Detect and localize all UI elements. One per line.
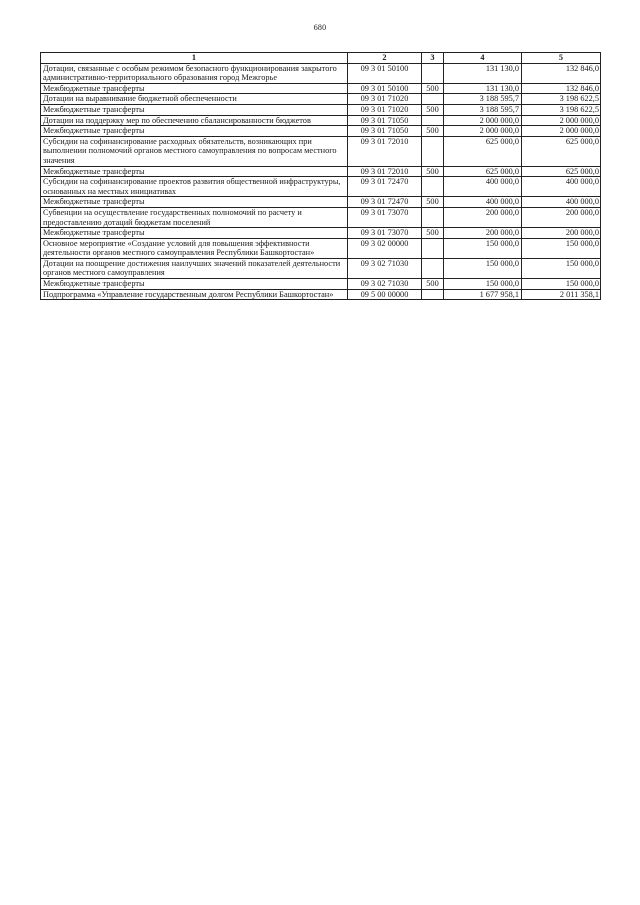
- cell-name: Дотации, связанные с особым режимом безопасного функционирования закрытого административно-территориального образования город Межгорье: [41, 63, 348, 83]
- cell-value-2: 132 846,0: [522, 83, 601, 94]
- cell-kind: [422, 94, 444, 105]
- cell-value-2: 2 011 358,1: [522, 289, 601, 300]
- cell-name: Субсидии на софинансирование расходных обязательств, возникающих при выполнении полномочий органов местного самоуправления по вопросам местного значения: [41, 136, 348, 166]
- cell-code: 09 3 01 72010: [348, 166, 422, 177]
- cell-kind: [422, 258, 444, 278]
- cell-code: 09 3 01 73070: [348, 228, 422, 239]
- cell-name: Подпрограмма «Управление государственным долгом Республики Башкортостан»: [41, 289, 348, 300]
- cell-kind: [422, 177, 444, 197]
- table-row: [41, 207, 601, 227]
- cell-value-1: 200 000,0: [444, 207, 522, 227]
- cell-value-1: 1 677 958,1: [444, 289, 522, 300]
- table-row: [41, 126, 601, 137]
- cell-kind: [422, 238, 444, 258]
- table-header-row: [41, 53, 601, 64]
- cell-code: 09 3 01 71020: [348, 104, 422, 115]
- table-row: [41, 197, 601, 208]
- cell-value-2: 625 000,0: [522, 166, 601, 177]
- table-row: [41, 289, 601, 300]
- cell-name: Дотации на поощрение достижения наилучших значений показателей деятельности органов местного самоуправления: [41, 258, 348, 278]
- cell-name: Межбюджетные трансферты: [41, 104, 348, 115]
- cell-name: Субвенции на осуществление государственных полномочий по расчету и предоставлению дотаций бюджетам поселений: [41, 207, 348, 227]
- cell-code: 09 3 01 50100: [348, 83, 422, 94]
- cell-code: 09 3 01 71050: [348, 126, 422, 137]
- cell-value-2: 625 000,0: [522, 136, 601, 166]
- cell-value-2: 3 198 622,5: [522, 104, 601, 115]
- cell-value-2: 150 000,0: [522, 258, 601, 278]
- cell-kind: [422, 136, 444, 166]
- table-row: [41, 115, 601, 126]
- cell-value-1: 625 000,0: [444, 136, 522, 166]
- cell-value-1: 400 000,0: [444, 177, 522, 197]
- cell-code: 09 5 00 00000: [348, 289, 422, 300]
- cell-kind: 500: [422, 166, 444, 177]
- table-row: [41, 258, 601, 278]
- column-header-code: 2: [348, 53, 422, 64]
- cell-kind: [422, 207, 444, 227]
- cell-name: Межбюджетные трансферты: [41, 228, 348, 239]
- cell-name: Межбюджетные трансферты: [41, 197, 348, 208]
- cell-value-2: 150 000,0: [522, 238, 601, 258]
- cell-value-1: 2 000 000,0: [444, 115, 522, 126]
- cell-kind: 500: [422, 228, 444, 239]
- cell-kind: [422, 115, 444, 126]
- page-number: 680: [313, 23, 327, 32]
- cell-kind: 500: [422, 126, 444, 137]
- table-row: [41, 279, 601, 290]
- table-row: [41, 63, 601, 83]
- cell-name: Основное мероприятие «Создание условий для повышения эффективности деятельности органов местного самоуправления Республики Башкортостан»: [41, 238, 348, 258]
- cell-value-1: 150 000,0: [444, 279, 522, 290]
- cell-value-1: 400 000,0: [444, 197, 522, 208]
- table-row: [41, 104, 601, 115]
- cell-name: Дотации на поддержку мер по обеспечению сбалансированности бюджетов: [41, 115, 348, 126]
- cell-code: 09 3 01 73070: [348, 207, 422, 227]
- cell-name: Дотации на выравнивание бюджетной обеспеченности: [41, 94, 348, 105]
- cell-value-2: 132 846,0: [522, 63, 601, 83]
- cell-kind: [422, 63, 444, 83]
- cell-kind: 500: [422, 279, 444, 290]
- cell-code: 09 3 01 72470: [348, 197, 422, 208]
- column-header-kind: 3: [422, 53, 444, 64]
- cell-name: Межбюджетные трансферты: [41, 126, 348, 137]
- cell-value-1: 3 188 595,7: [444, 104, 522, 115]
- table-row: [41, 94, 601, 105]
- table-row: [41, 238, 601, 258]
- cell-name: Межбюджетные трансферты: [41, 166, 348, 177]
- cell-value-1: 3 188 595,7: [444, 94, 522, 105]
- cell-value-1: 200 000,0: [444, 228, 522, 239]
- table-body: [41, 63, 601, 300]
- cell-value-2: 3 198 622,5: [522, 94, 601, 105]
- cell-value-1: 625 000,0: [444, 166, 522, 177]
- cell-name: Межбюджетные трансферты: [41, 83, 348, 94]
- cell-value-2: 200 000,0: [522, 207, 601, 227]
- cell-value-2: 400 000,0: [522, 177, 601, 197]
- cell-name: Межбюджетные трансферты: [41, 279, 348, 290]
- table-row: [41, 177, 601, 197]
- cell-code: 09 3 01 50100: [348, 63, 422, 83]
- cell-value-2: 2 000 000,0: [522, 115, 601, 126]
- cell-name: Субсидии на софинансирование проектов развития общественной инфраструктуры, основанных на местных инициативах: [41, 177, 348, 197]
- cell-kind: 500: [422, 197, 444, 208]
- column-header-value-2: 5: [522, 53, 601, 64]
- cell-value-2: 200 000,0: [522, 228, 601, 239]
- cell-value-1: 150 000,0: [444, 258, 522, 278]
- cell-value-1: 2 000 000,0: [444, 126, 522, 137]
- budget-table: [40, 52, 601, 300]
- column-header-value-1: 4: [444, 53, 522, 64]
- cell-code: 09 3 02 71030: [348, 279, 422, 290]
- column-header-name: 1: [41, 53, 348, 64]
- table-row: [41, 83, 601, 94]
- cell-kind: [422, 289, 444, 300]
- cell-code: 09 3 01 72010: [348, 136, 422, 166]
- cell-code: 09 3 01 71050: [348, 115, 422, 126]
- cell-code: 09 3 02 00000: [348, 238, 422, 258]
- cell-code: 09 3 01 71020: [348, 94, 422, 105]
- table-row: [41, 166, 601, 177]
- table-row: [41, 228, 601, 239]
- cell-value-2: 150 000,0: [522, 279, 601, 290]
- cell-value-1: 131 130,0: [444, 63, 522, 83]
- cell-value-1: 131 130,0: [444, 83, 522, 94]
- cell-kind: 500: [422, 83, 444, 94]
- cell-kind: 500: [422, 104, 444, 115]
- cell-value-2: 400 000,0: [522, 197, 601, 208]
- cell-code: 09 3 01 72470: [348, 177, 422, 197]
- cell-value-1: 150 000,0: [444, 238, 522, 258]
- table-row: [41, 136, 601, 166]
- cell-code: 09 3 02 71030: [348, 258, 422, 278]
- cell-value-2: 2 000 000,0: [522, 126, 601, 137]
